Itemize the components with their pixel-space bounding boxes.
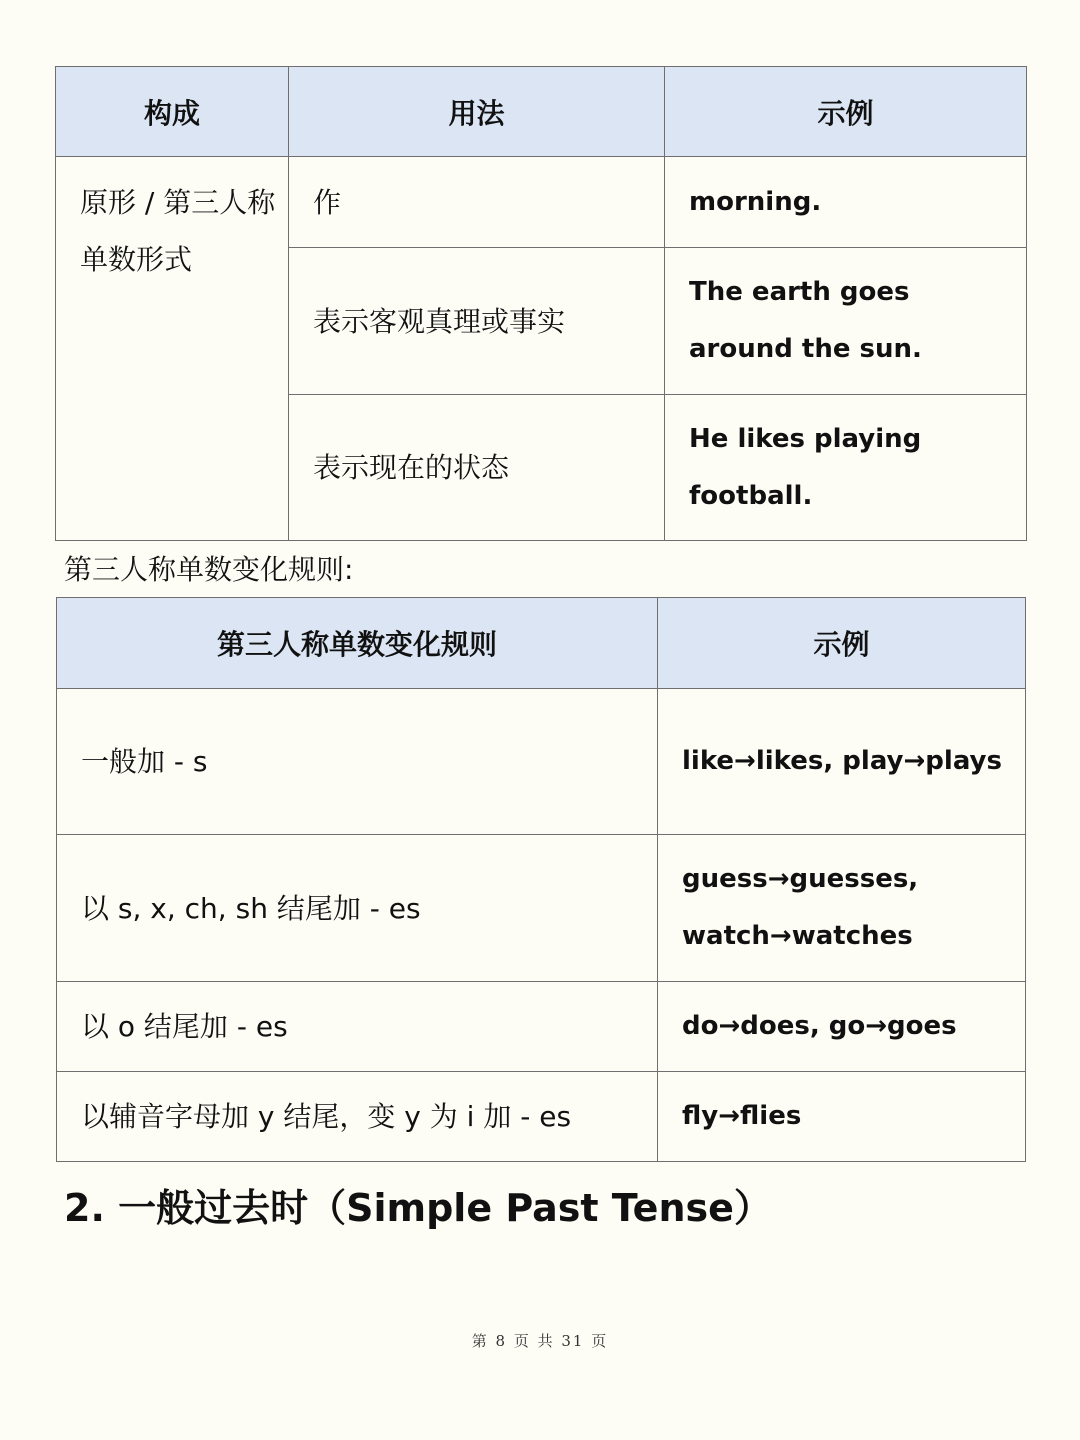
rule-text: 一般加 - s [81,745,208,778]
example-text: like→likes, play→plays [682,746,1002,776]
example-cell [665,248,1027,395]
rule-text: 以 o 结尾加 - es [81,1010,288,1043]
table-header-row [56,67,1027,157]
usage-cell [289,395,665,541]
rule-cell [57,689,658,835]
rule-text: 以 s, x, ch, sh 结尾加 - es [81,891,421,925]
example-text: guess→guesses, watch→watches [682,864,919,951]
table-row [57,1072,1026,1162]
structure-cell [56,157,289,541]
example-cell [665,157,1027,248]
rule-cell [57,1072,658,1162]
header-example: 示例 [658,598,1026,689]
section-label: 第三人称单数变化规则: [64,553,354,586]
usage-text: 表示客观真理或事实 [313,304,566,338]
table-row [56,157,1027,248]
example-cell [658,689,1026,835]
simple-present-usage-table [55,66,1027,541]
example-text: do→does, go→goes [682,1011,957,1041]
rule-cell [57,835,658,982]
example-text: morning. [689,186,822,217]
example-cell [658,835,1026,982]
third-person-rules-table [56,597,1026,1162]
example-cell [665,395,1027,541]
table-row [57,689,1026,835]
example-text: The earth goes around the sun. [689,277,922,364]
header-structure: 构成 [56,67,289,157]
table-header-row [57,598,1026,689]
table-row [57,835,1026,982]
usage-text: 作 [313,185,342,219]
example-cell [658,982,1026,1072]
rule-text: 以辅音字母加 y 结尾，变 y 为 i 加 - es [81,1100,572,1133]
structure-text: 原形 / 第三人称单数形式 [80,186,276,276]
rule-cell [57,982,658,1072]
example-text: He likes playing football. [689,423,922,511]
header-rule: 第三人称单数变化规则 [57,598,658,689]
usage-cell [289,248,665,395]
page-number-footer: 第 8 页 共 31 页 [471,1332,609,1350]
usage-cell [289,157,665,248]
example-cell [658,1072,1026,1162]
example-text: fly→flies [682,1101,802,1131]
usage-text: 表示现在的状态 [313,451,510,484]
table-row [57,982,1026,1072]
section-heading: 2. 一般过去时（Simple Past Tense） [64,1186,772,1230]
header-example: 示例 [665,67,1027,157]
header-usage: 用法 [289,67,665,157]
